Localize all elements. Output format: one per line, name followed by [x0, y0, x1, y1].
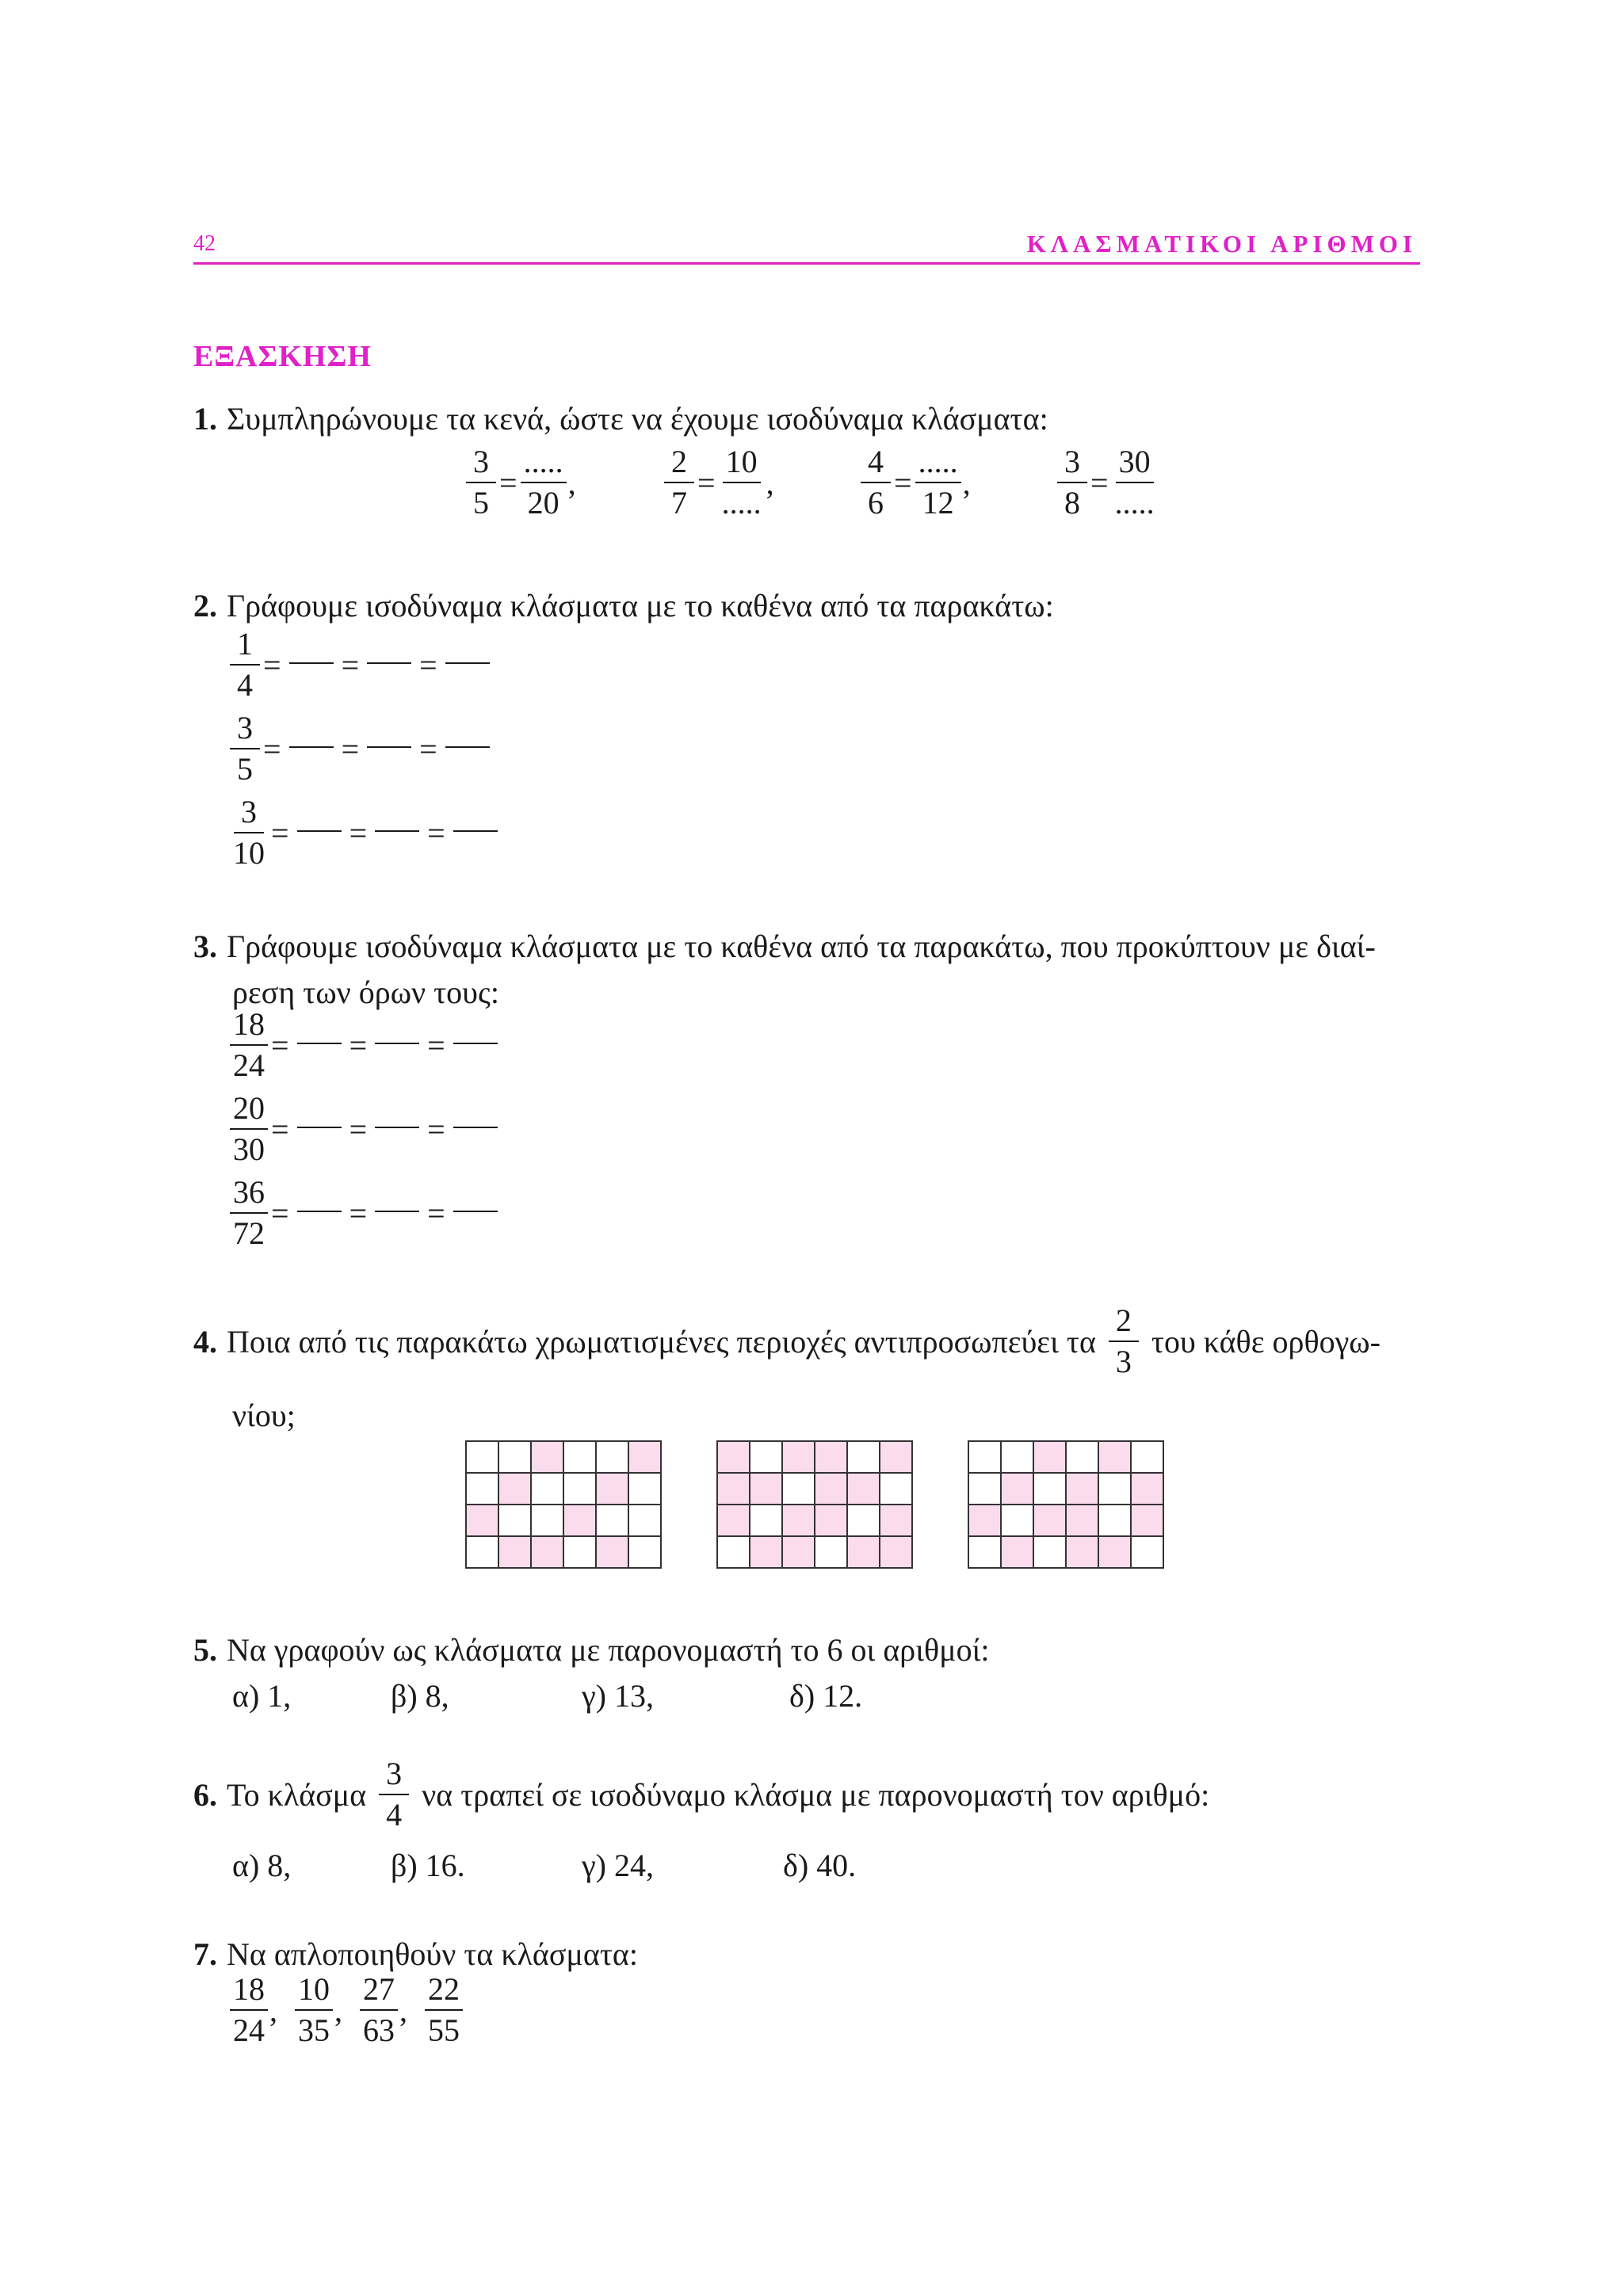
exercise-5 [193, 1627, 989, 1673]
shaded-cell [880, 1505, 912, 1536]
q2-row-3: $\frac{3}{10}$ = = = [230, 795, 502, 870]
grid-row [466, 1505, 661, 1536]
grid-cell [847, 1441, 880, 1473]
grid-cell [596, 1505, 628, 1536]
shaded-cell [847, 1536, 880, 1568]
grid-cell [466, 1441, 498, 1473]
shaded-cell [466, 1505, 498, 1536]
q1-pair-2: $\frac{2}{7}$ = $\frac{10}{.....}$ , [664, 445, 774, 520]
grid-cell [968, 1441, 1001, 1473]
grid-cell [563, 1441, 596, 1473]
grid-cell [880, 1473, 912, 1505]
grid-row [968, 1473, 1163, 1505]
exercise-1 [193, 396, 1048, 442]
shaded-cell [782, 1536, 815, 1568]
option-d: δ) 40. [783, 1848, 857, 1883]
q1-pair-4: $\frac{3}{8}$ = $\frac{30}{.....}$ [1057, 445, 1158, 520]
option-a: α) 1, [232, 1678, 292, 1714]
shaded-cell [596, 1473, 628, 1505]
shaded-rectangle-b [716, 1440, 913, 1569]
fraction: $\frac{10}{.....}$ [721, 444, 762, 521]
grid-cell [1098, 1505, 1131, 1536]
exercise-number: 7. [193, 1936, 217, 1972]
grid-cell [1098, 1473, 1131, 1505]
grid-cell [1131, 1441, 1163, 1473]
grid-cell [466, 1536, 498, 1568]
exercise-text: Να γραφούν ως κλάσματα με παρονομαστή το 6 οι αριθμοί: [227, 1632, 990, 1668]
exercise-text: Γράφουμε ισοδύναμα κλάσματα με το καθένα από τα παρακάτω: [227, 588, 1054, 624]
shaded-rectangle-c [968, 1440, 1164, 1569]
exercise-3 [193, 924, 1376, 970]
grid-cell [1066, 1441, 1098, 1473]
exercise-text: Να απλοποιηθούν τα κλάσματα: [227, 1936, 638, 1972]
exercise-6 [193, 1757, 1209, 1832]
q1-pair-1: $\frac{3}{5}$ = $\frac{.....}{20}$ , [466, 445, 576, 520]
exercise-number: 1. [193, 401, 217, 437]
shaded-cell [782, 1441, 815, 1473]
fraction: $\frac{3}{5}$ [230, 711, 260, 786]
grid-cell [782, 1473, 815, 1505]
exercise-text-after: του κάθε ορθογω- [1151, 1323, 1381, 1360]
grid-row [968, 1536, 1163, 1568]
shaded-cell [750, 1473, 782, 1505]
shaded-cell [563, 1505, 596, 1536]
shaded-cell [717, 1473, 750, 1505]
exercise-4 [193, 1304, 1381, 1379]
grid-cell [531, 1505, 563, 1536]
grid-cell [1033, 1473, 1066, 1505]
shaded-cell [880, 1441, 912, 1473]
shaded-cell [968, 1505, 1001, 1536]
exercise-text: Το κλάσμα [227, 1776, 367, 1813]
shaded-cell [1001, 1473, 1033, 1505]
grid-cell [1001, 1441, 1033, 1473]
shaded-cell [1098, 1536, 1131, 1568]
grid-row [717, 1505, 912, 1536]
grid-row [717, 1441, 912, 1473]
exercise-text: Γράφουμε ισοδύναμα κλάσματα με το καθένα από τα παρακάτω, που προκύπτουν με διαί- [227, 929, 1376, 964]
grid-cell [563, 1536, 596, 1568]
exercise-text: Ποια από τις παρακάτω χρωματισμένες περιοχές αντιπροσωπεύει τα [227, 1323, 1096, 1360]
fraction: $\frac{10}{35}$ [295, 1973, 333, 2047]
shaded-cell [880, 1536, 912, 1568]
grid-cell [1131, 1536, 1163, 1568]
shaded-cell [1131, 1505, 1163, 1536]
option-b: β) 8, [391, 1678, 449, 1714]
shaded-cell [815, 1441, 847, 1473]
shaded-rectangle-a [465, 1440, 662, 1569]
fraction: $\frac{18}{24}$ [230, 1973, 268, 2047]
chapter-title: ΚΛΑΣΜΑΤΙΚΟΙ ΑΡΙΘΜΟΙ [1026, 230, 1417, 257]
grid-cell [628, 1473, 661, 1505]
shaded-cell [1033, 1441, 1066, 1473]
q2-row-2: $\frac{3}{5}$ = = = [230, 711, 495, 786]
shaded-cell [847, 1473, 880, 1505]
shaded-cell [1066, 1505, 1098, 1536]
fraction: $\frac{3}{10}$ [233, 794, 265, 871]
shaded-cell [596, 1536, 628, 1568]
grid-cell [815, 1536, 847, 1568]
grid-cell [1033, 1536, 1066, 1568]
exercise-2 [193, 583, 1054, 629]
grid-row [968, 1505, 1163, 1536]
grid-cell [563, 1473, 596, 1505]
shaded-cell [498, 1536, 531, 1568]
shaded-cell [1001, 1536, 1033, 1568]
q3-row-2: $\frac{20}{30}$ = = = [230, 1092, 502, 1166]
fraction: $\frac{18}{24}$ [230, 1008, 268, 1082]
fraction: $\frac{3}{4}$ [379, 1757, 409, 1832]
grid-row [717, 1536, 912, 1568]
exercise-number: 2. [193, 588, 217, 624]
exercise-3-text-cont: ρεση των όρων τους: [232, 974, 499, 1010]
q7-fractions: $\frac{18}{24}$ , $\frac{10}{35}$ , $\frac{27}{63}$ , $\frac{22}{55}$ [230, 1973, 463, 2047]
shaded-cell [1066, 1473, 1098, 1505]
fraction: $\frac{22}{55}$ [425, 1973, 463, 2047]
shaded-cell [628, 1441, 661, 1473]
grid-cell [968, 1536, 1001, 1568]
grid-row [466, 1473, 661, 1505]
shaded-cell [782, 1505, 815, 1536]
shaded-cell [717, 1505, 750, 1536]
grid-cell [717, 1536, 750, 1568]
page-number: 42 [193, 231, 216, 256]
shaded-cell [750, 1536, 782, 1568]
shaded-cell [1131, 1473, 1163, 1505]
q3-row-3: $\frac{36}{72}$ = = = [230, 1176, 502, 1250]
grid-row [466, 1441, 661, 1473]
q1-pair-3: $\frac{4}{6}$ = $\frac{.....}{12}$ , [861, 445, 971, 520]
exercise-text-after: να τραπεί σε ισοδύναμο κλάσμα με παρονομαστή τον αριθμό: [422, 1776, 1210, 1813]
shaded-cell [815, 1473, 847, 1505]
shaded-cell [1066, 1536, 1098, 1568]
option-c: γ) 24, [582, 1848, 654, 1883]
fraction: $\frac{1}{4}$ [230, 627, 260, 702]
grid-cell [628, 1536, 661, 1568]
fraction: $\frac{20}{30}$ [230, 1092, 268, 1166]
section-title: ΕΞΑΣΚΗΣΗ [193, 340, 372, 373]
shaded-cell [531, 1441, 563, 1473]
grid-cell [466, 1473, 498, 1505]
fraction: $\frac{3}{8}$ [1057, 445, 1087, 520]
grid-cell [498, 1505, 531, 1536]
grid-cell [750, 1441, 782, 1473]
grid-cell [498, 1441, 531, 1473]
option-d: δ) 12. [789, 1678, 863, 1714]
grid-row [968, 1441, 1163, 1473]
q3-row-1: $\frac{18}{24}$ = = = [230, 1008, 502, 1082]
exercise-number: 3. [193, 929, 217, 964]
option-b: β) 16. [391, 1848, 465, 1883]
grid-row [466, 1536, 661, 1568]
shaded-cell [531, 1536, 563, 1568]
exercise-text: Συμπληρώνουμε τα κενά, ώστε να έχουμε ισοδύναμα κλάσματα: [227, 401, 1048, 437]
option-c: γ) 13, [582, 1678, 654, 1714]
grid-cell [750, 1505, 782, 1536]
shaded-cell [717, 1441, 750, 1473]
exercise-4-text-cont: νίου; [232, 1398, 296, 1433]
grid-cell [968, 1473, 1001, 1505]
grid-row [717, 1473, 912, 1505]
fraction: $\frac{36}{72}$ [230, 1176, 268, 1250]
fraction: $\frac{2}{7}$ [664, 445, 694, 520]
fraction: $\frac{2}{3}$ [1109, 1304, 1139, 1379]
fraction: $\frac{27}{63}$ [360, 1973, 398, 2047]
header-rule [193, 262, 1420, 265]
q2-row-1: $\frac{1}{4}$ = = = [230, 627, 495, 702]
fraction: $\frac{.....}{12}$ [915, 445, 961, 520]
option-a: α) 8, [232, 1848, 292, 1883]
fraction: $\frac{.....}{20}$ [521, 445, 567, 520]
grid-cell [628, 1505, 661, 1536]
grid-cell [596, 1441, 628, 1473]
grid-cell [531, 1473, 563, 1505]
shaded-cell [1098, 1441, 1131, 1473]
shaded-cell [815, 1505, 847, 1536]
fraction: $\frac{30}{.....}$ [1114, 444, 1155, 521]
shaded-cell [498, 1473, 531, 1505]
grid-cell [1001, 1505, 1033, 1536]
fraction: $\frac{4}{6}$ [861, 445, 891, 520]
grid-cell [847, 1505, 880, 1536]
exercise-number: 6. [193, 1776, 217, 1813]
exercise-number: 5. [193, 1632, 217, 1668]
fraction: $\frac{3}{5}$ [466, 445, 496, 520]
shaded-cell [1033, 1505, 1066, 1536]
exercise-number: 4. [193, 1323, 217, 1360]
